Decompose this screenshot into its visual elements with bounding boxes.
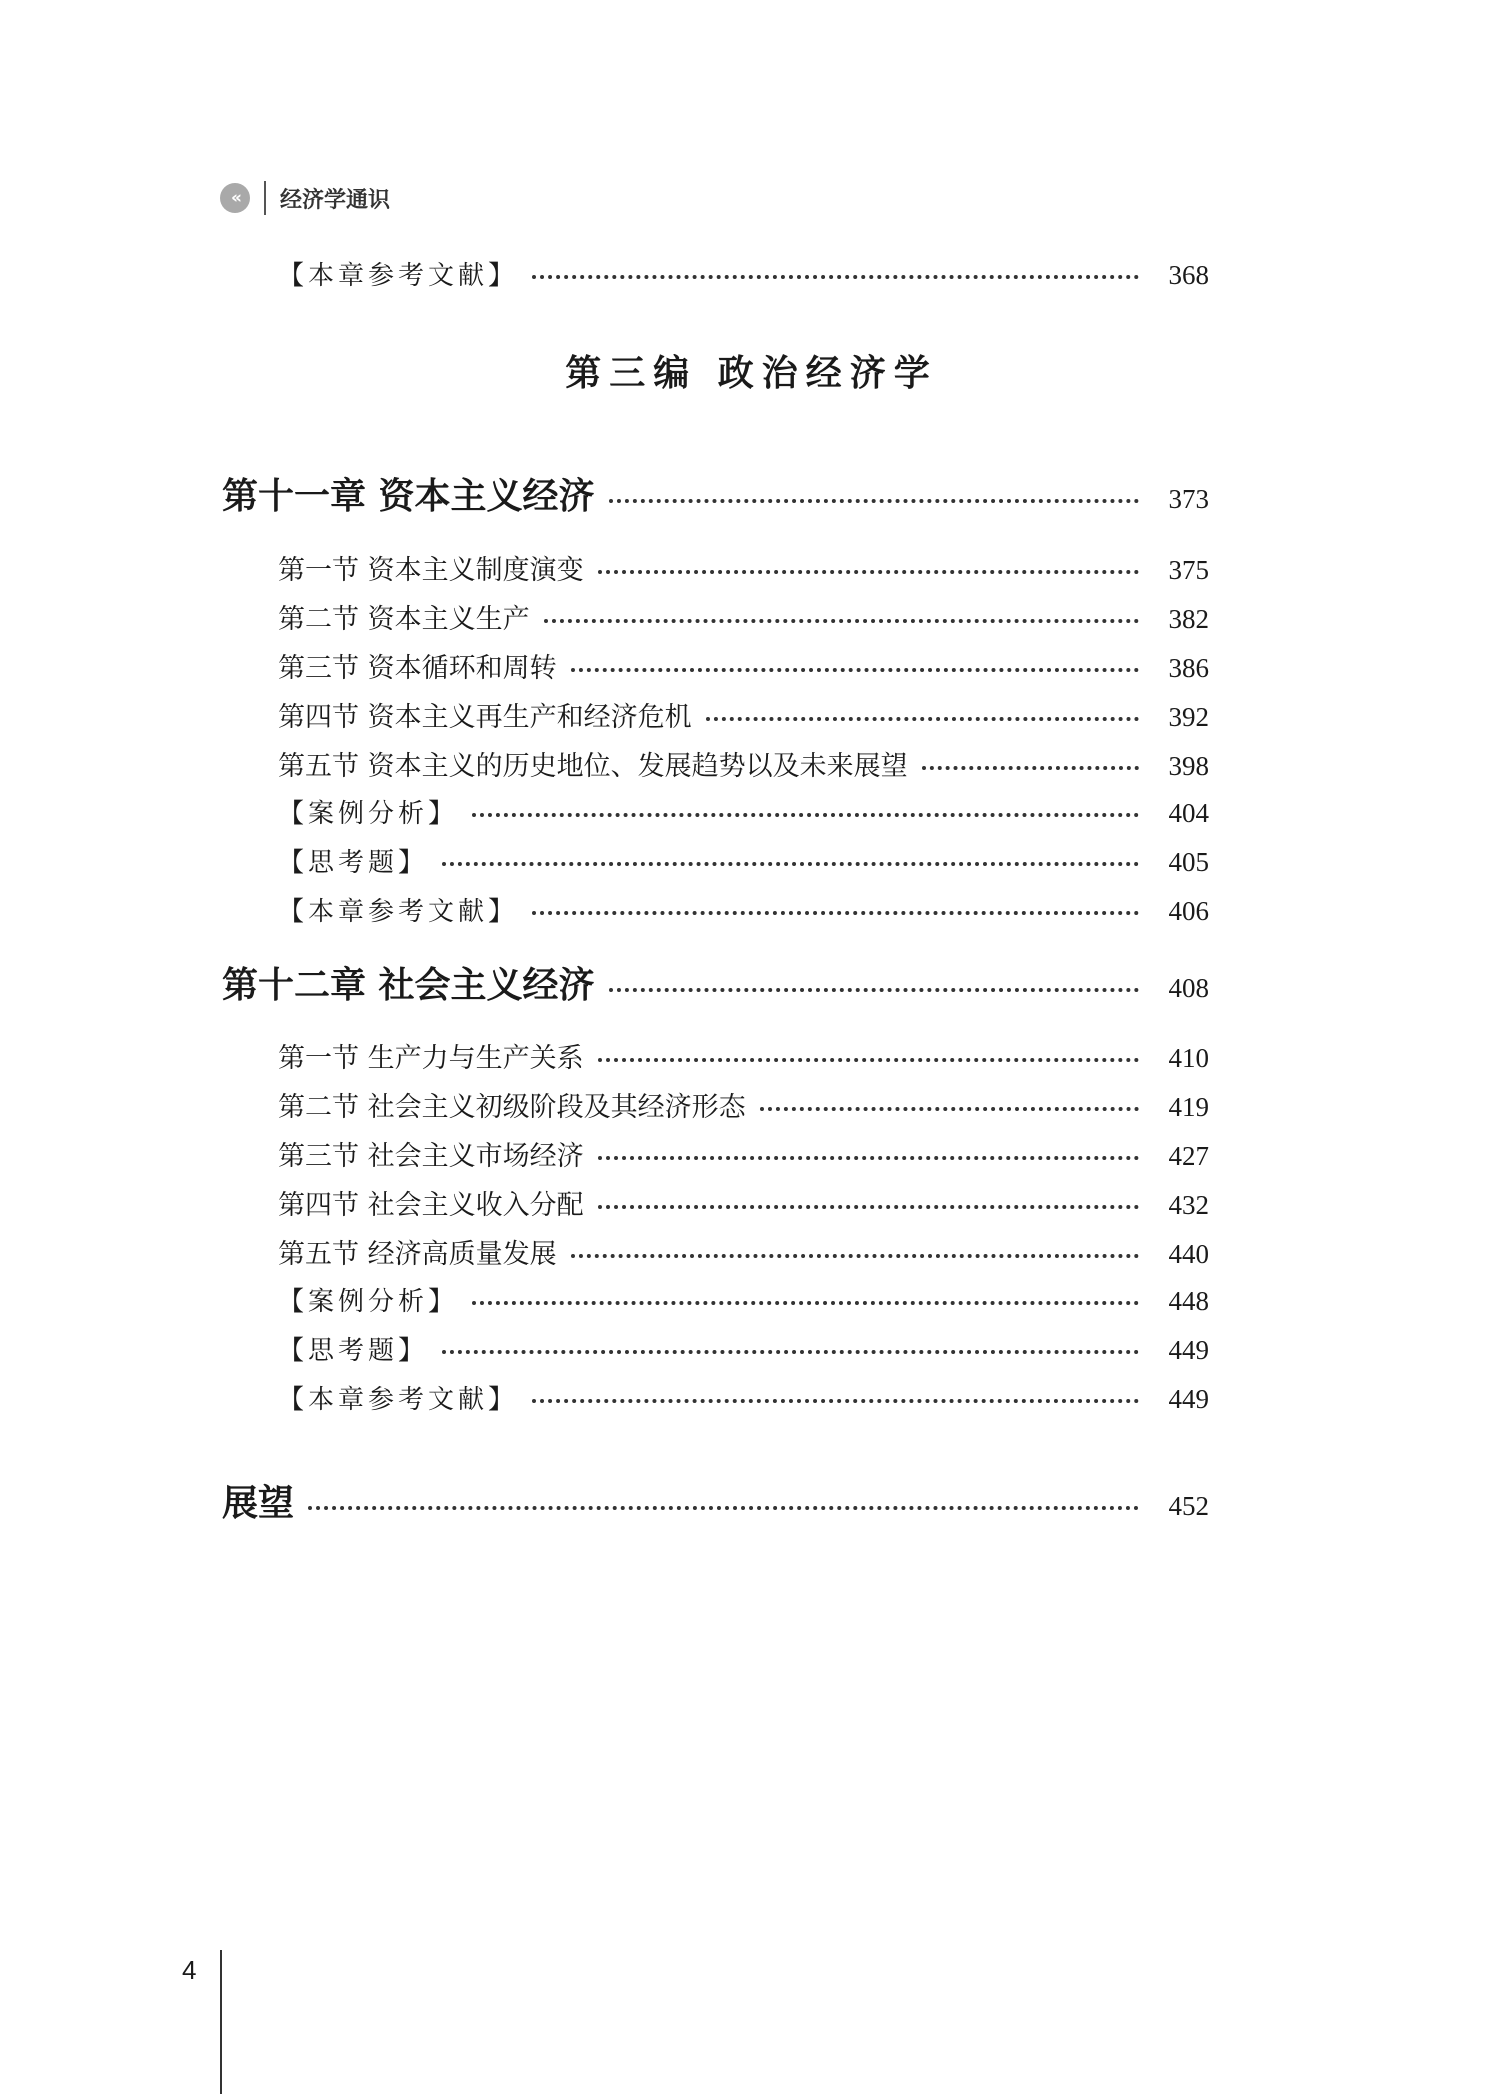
dot-leader	[760, 1107, 1139, 1111]
section-title: 第五节 资本主义的历史地位、发展趋势以及未来展望	[278, 751, 908, 782]
toc-entry-label: 【案例分析】	[278, 1287, 459, 1317]
toc-entry-label: 【思考题】	[278, 1336, 429, 1366]
dot-leader	[308, 1506, 1139, 1510]
toc-entry-references[interactable]	[0, 1379, 1503, 1416]
toc-section[interactable]	[0, 1036, 1503, 1075]
dot-leader	[598, 1156, 1139, 1160]
toc-section[interactable]	[0, 1232, 1503, 1271]
dot-leader	[472, 1301, 1139, 1305]
dot-leader	[544, 619, 1139, 623]
dot-leader	[532, 1399, 1139, 1403]
toc-entry-label: 【案例分析】	[278, 799, 459, 829]
running-header	[220, 178, 390, 218]
chapter-title: 展望	[222, 1483, 295, 1524]
toc-entry-references[interactable]	[0, 891, 1503, 928]
back-chevron-icon: «	[220, 183, 250, 213]
section-title: 第四节 社会主义收入分配	[278, 1190, 584, 1221]
section-title: 第二节 资本主义生产	[278, 604, 530, 635]
dot-leader	[442, 862, 1139, 866]
toc-entry-questions[interactable]	[0, 1330, 1503, 1367]
part-title: 第三编 政治经济学	[565, 353, 938, 394]
toc-page-number: 404	[1168, 798, 1209, 828]
toc-section[interactable]	[0, 1134, 1503, 1173]
toc-page-number: 398	[1168, 751, 1209, 781]
toc-entry-questions[interactable]	[0, 842, 1503, 879]
section-title: 第一节 资本主义制度演变	[278, 555, 584, 586]
dot-leader	[532, 911, 1139, 915]
toc-page-number: 449	[1168, 1384, 1209, 1414]
toc-page-number: 440	[1168, 1239, 1209, 1269]
toc-section[interactable]	[0, 597, 1503, 636]
dot-leader	[571, 1254, 1139, 1258]
toc-section[interactable]	[0, 1183, 1503, 1222]
toc-page-number: 449	[1168, 1335, 1209, 1365]
toc-page-number: 382	[1168, 604, 1209, 634]
footer-rule	[220, 1950, 222, 2094]
section-title: 第四节 资本主义再生产和经济危机	[278, 702, 692, 733]
toc-chapter-12[interactable]	[0, 957, 1503, 1008]
toc-section[interactable]	[0, 646, 1503, 685]
page-number: 4	[182, 1955, 197, 1985]
toc-section[interactable]	[0, 548, 1503, 587]
toc-entry-label: 【思考题】	[278, 848, 429, 878]
dot-leader	[706, 717, 1139, 721]
dot-leader	[442, 1350, 1139, 1354]
chapter-title: 第十二章 社会主义经济	[222, 965, 595, 1006]
toc-page-number: 410	[1168, 1043, 1209, 1073]
toc-chapter-11[interactable]	[0, 468, 1503, 519]
dot-leader	[598, 570, 1139, 574]
toc-page-number: 408	[1168, 973, 1209, 1003]
toc-page-number: 448	[1168, 1286, 1209, 1316]
toc-page-number: 373	[1168, 484, 1209, 514]
section-title: 第三节 资本循环和周转	[278, 653, 557, 684]
toc-page-number: 386	[1168, 653, 1209, 683]
toc-page-number: 452	[1168, 1491, 1209, 1521]
toc-entry-label: 【本章参考文献】	[278, 1385, 519, 1415]
header-divider	[264, 181, 266, 215]
toc-page-number: 392	[1168, 702, 1209, 732]
toc-section[interactable]	[0, 1085, 1503, 1124]
dot-leader	[609, 988, 1139, 992]
toc-section[interactable]	[0, 744, 1503, 783]
dot-leader	[598, 1205, 1139, 1209]
dot-leader	[922, 766, 1139, 770]
toc-entry-references[interactable]	[0, 255, 1503, 292]
toc-page-number: 427	[1168, 1141, 1209, 1171]
dot-leader	[598, 1058, 1139, 1062]
toc-outlook[interactable]	[0, 1475, 1503, 1526]
toc-entry-label: 【本章参考文献】	[278, 261, 519, 291]
book-title: 经济学通识	[280, 187, 391, 213]
toc-section[interactable]	[0, 695, 1503, 734]
toc-page-number: 405	[1168, 847, 1209, 877]
section-title: 第一节 生产力与生产关系	[278, 1043, 584, 1074]
toc-entry-case-analysis[interactable]	[0, 793, 1503, 830]
section-title: 第五节 经济高质量发展	[278, 1239, 557, 1270]
toc-entry-case-analysis[interactable]	[0, 1281, 1503, 1318]
dot-leader	[472, 813, 1139, 817]
section-title: 第三节 社会主义市场经济	[278, 1141, 584, 1172]
dot-leader	[532, 275, 1139, 279]
chapter-title: 第十一章 资本主义经济	[222, 476, 595, 517]
dot-leader	[609, 499, 1139, 503]
toc-page-number: 406	[1168, 896, 1209, 926]
dot-leader	[571, 668, 1139, 672]
toc-page-number: 432	[1168, 1190, 1209, 1220]
toc-page-number: 419	[1168, 1092, 1209, 1122]
toc-entry-label: 【本章参考文献】	[278, 897, 519, 927]
toc-page-number: 375	[1168, 555, 1209, 585]
section-title: 第二节 社会主义初级阶段及其经济形态	[278, 1092, 746, 1123]
toc-page-number: 368	[1168, 260, 1209, 290]
